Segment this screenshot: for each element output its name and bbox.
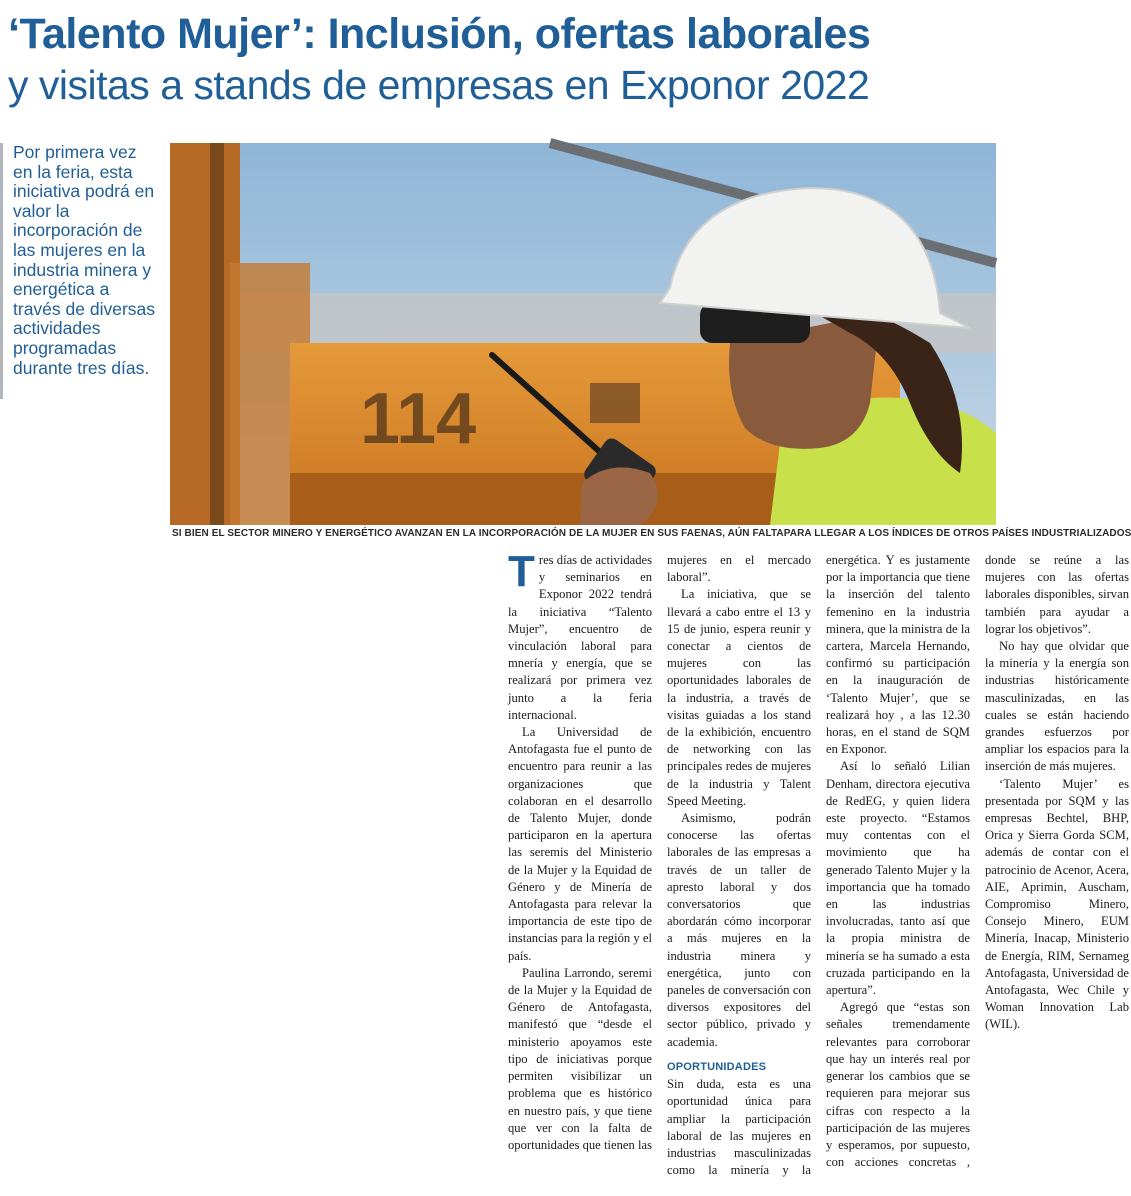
article-paragraph: Tres días de actividades y seminarios en Exponor 2022 tendrá la iniciativa “Talento Mujer”, encuentro de vinculación laboral para mnería y energía, que se realizará por primera vez junto a la feria internacional.: [508, 547, 652, 722]
crane-tower: [170, 143, 240, 525]
article-paragraph: La Universidad de Antofagasta fue el punto de encuentro para reunir a las organizaciones que colaboran en el desarrollo de Talento Mujer, donde participaron en la apertura las seremis del Ministerio de la Mujer y la Equidad de Género y de Minería de Antofagasta para relevar la importancia de este tipo de instancias para la región y el país.: [508, 725, 652, 963]
headline-line-2: y visitas a stands de empresas en Exponor 2022: [8, 62, 870, 108]
worker-hand: [580, 467, 658, 525]
article-paragraph: La iniciativa, que se llevará a cabo entre el 13 y 15 de junio, espera reunir y conectar a cientos de mujeres con las oportunidades laborales de la industria, a través de visitas guiadas a los stand de la exhibición, encuentro de networking con las principales redes de mujeres de la industria y Talent Speed Meeting.: [667, 587, 811, 808]
drop-cap: T: [508, 547, 535, 596]
headline: [8, 8, 992, 110]
article-photo: [170, 143, 996, 525]
article-paragraph: No hay que olvidar que la minería y la energía son industrias históricamente masculinizadas, en las cuales se están haciendo grandes esfuerzos por ampliar los espacios para la inserción de más mujeres.: [985, 639, 1129, 774]
article-paragraph: Así lo señaló Lilian Denham, directora ejecutiva de RedEG, y quien lidera este proyecto. “Estamos muy contentas con el movimiento que ha generado Talento Mujer y la importancia que ha tomado en las industrias involucradas, tanto así que la propia ministra de minería se ha sumado a esta cruzada participando en la apertura”.: [826, 759, 970, 998]
article-paragraph: Agregó que “estas son señales tremendamente relevantes para corroborar que hay un interés real por generar los cambios que se requieren para mejorar sus cifras con respecto a la participación de las mujeres y esperamos, por supuesto, con acciones concretas , donde se reúne a las mujeres con las ofertas laborales disponibles, sirvan también para ayudar a lograr los objetivos”.: [826, 553, 1129, 1170]
article-paragraph: Sin duda, esta es una oportunidad única para ampliar la participación laboral de las mujeres en industrias masculinizadas como la minería y la energética. Y es justamente por la importancia que tiene la inserción del talento femenino en la industria minera, que la ministra de la cartera, Marcela Hernando, confirmó su participación en la inauguración de ‘Talento Mujer’, que se realizará hoy , a las 12.30 horas, en el stand de SQM en Exponor.: [667, 553, 970, 1178]
photo-illustration: [170, 143, 996, 525]
article-body: [508, 547, 1129, 1188]
truck-number: 114: [360, 379, 477, 459]
article-paragraph: Paulina Larrondo, seremi de la Mujer y la Equidad de Género de Antofagasta, manifestó que “desde el ministerio apoyamos este tipo de iniciativas porque permiten visibilizar un problema que es histórico en nuestro país, y que tiene que ver con la falta de oportunidades que tienen las mujeres en el mercado laboral”.: [508, 553, 811, 1152]
sidebar-summary: [0, 143, 160, 399]
article-paragraph: Asimismo, podrán conocerse las ofertas laborales de las empresas a través de un taller de apresto laboral y dos conversatorios que abordarán cómo incorporar a más mujeres en la industria minera y energética, junto con paneles de conversación con diversos expositores del sector público, privado y academia.: [667, 811, 811, 1049]
headline-line-1: ‘Talento Mujer’: Inclusión, ofertas laborales: [8, 10, 871, 58]
summary-text: Por primera vez en la feria, esta iniciativa podrá en valor la incorporación de las mujeres en la industria minera y energética a través de diversas actividades programadas durante tres días.: [13, 142, 156, 378]
photo-caption: SI BIEN EL SECTOR MINERO Y ENERGÉTICO AVANZAN EN LA INCORPORACIÓN DE LA MUJER EN SUS FAENAS, AÚN FALTAPARA LLEGAR A LOS ÍNDICES DE OTROS PAÍSES INDUSTRIALIZADOS: [172, 528, 1131, 539]
article-paragraph: ‘Talento Mujer’ es presentada por SQM y las empresas Bechtel, BHP, Orica y Sierra Gorda SCM, además de contar con el patrocinio de Acenor, Acera, AIE, Aprimin, Auscham, Compromiso Minero, Consejo Minero, EUM Minería, Inacap, Ministerio de Energía, RIM, Sernameg Antofagasta, Universidad de Antofagasta, Wec Chile y Woman Innovation Lab (WIL).: [985, 776, 1129, 1032]
article-subhead: OPORTUNIDADES: [667, 1060, 767, 1073]
